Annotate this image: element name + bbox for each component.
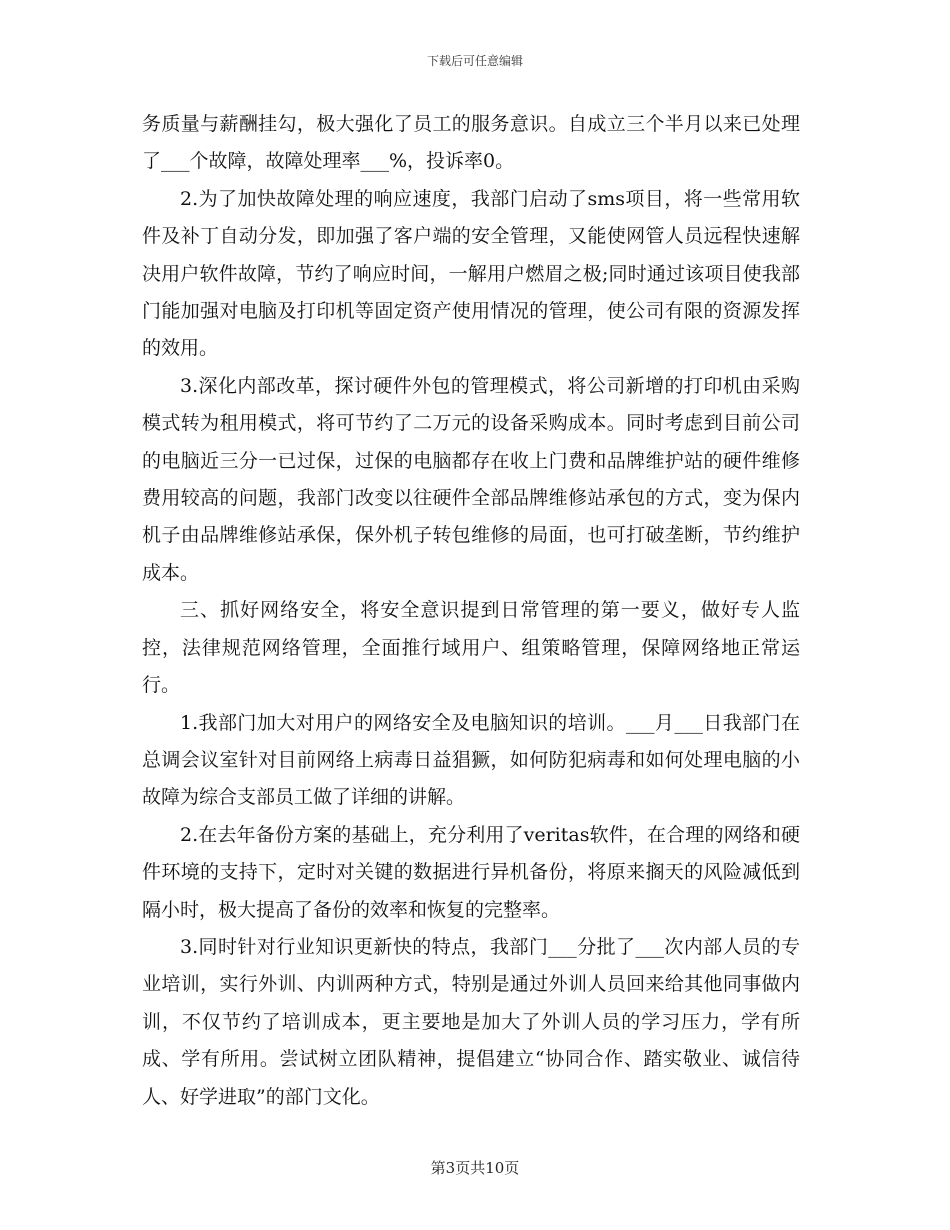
document-body: [142, 106, 800, 1116]
paragraph-7: 3.同时针对行业知识更新快的特点，我部门___分批了___次内部人员的专业培训，实行外训、内训两种方式，特别是通过外训人员回来给其他同事做内训，不仅节约了培训成本，更主要地是加大了外训人员的学习压力，学有所成、学有所用。尝试树立团队精神，提倡建立“协同合作、踏实敬业、诚信待人、好学进取”的部门文化。: [142, 935, 800, 1108]
paragraph-5: 1.我部门加大对用户的网络安全及电脑知识的培训。___月___日我部门在总调会议室针对目前网络上病毒日益猖獗，如何防犯病毒和如何处理电脑的小故障为综合支部员工做了详细的讲解。: [142, 711, 800, 809]
paragraph-2: 2.为了加快故障处理的响应速度，我部门启动了sms项目，将一些常用软件及补丁自动分发，即加强了客户端的安全管理，又能使网管人员远程快速解决用户软件故障，节约了响应时间，一解用户燃眉之极;同时通过该项目使我部门能加强对电脑及打印机等固定资产使用情况的管理，使公司有限的资源发挥的效用。: [142, 187, 800, 360]
paragraph-4: 三、抓好网络安全，将安全意识提到日常管理的第一要义，做好专人监控，法律规范网络管理，全面推行域用户、组策略管理，保障网络地正常运行。: [142, 599, 800, 697]
paragraph-6: 2.在去年备份方案的基础上，充分利用了veritas软件，在合理的网络和硬件环境的支持下，定时对关键的数据进行异机备份，将原来搁天的风险减低到隔小时，极大提高了备份的效率和恢复的完整率。: [142, 823, 800, 921]
page-footer: 第3页共10页: [430, 1159, 520, 1177]
paragraph-1: 务质量与薪酬挂勾，极大强化了员工的服务意识。自成立三个半月以来已处理了___个故障，故障处理率___%，投诉率0。: [142, 113, 800, 173]
paragraph-3: 3.深化内部改革，探讨硬件外包的管理模式，将公司新增的打印机由采购模式转为租用模式，将可节约了二万元的设备采购成本。同时考虑到目前公司的电脑近三分一已过保，过保的电脑都存在收上门费和品牌维护站的硬件维修费用较高的问题，我部门改变以往硬件全部品牌维修站承包的方式，变为保内机子由品牌维修站承保，保外机子转包维修的局面，也可打破垄断，节约维护成本。: [142, 374, 800, 584]
page-header: 下载后可任意编辑: [426, 54, 523, 68]
